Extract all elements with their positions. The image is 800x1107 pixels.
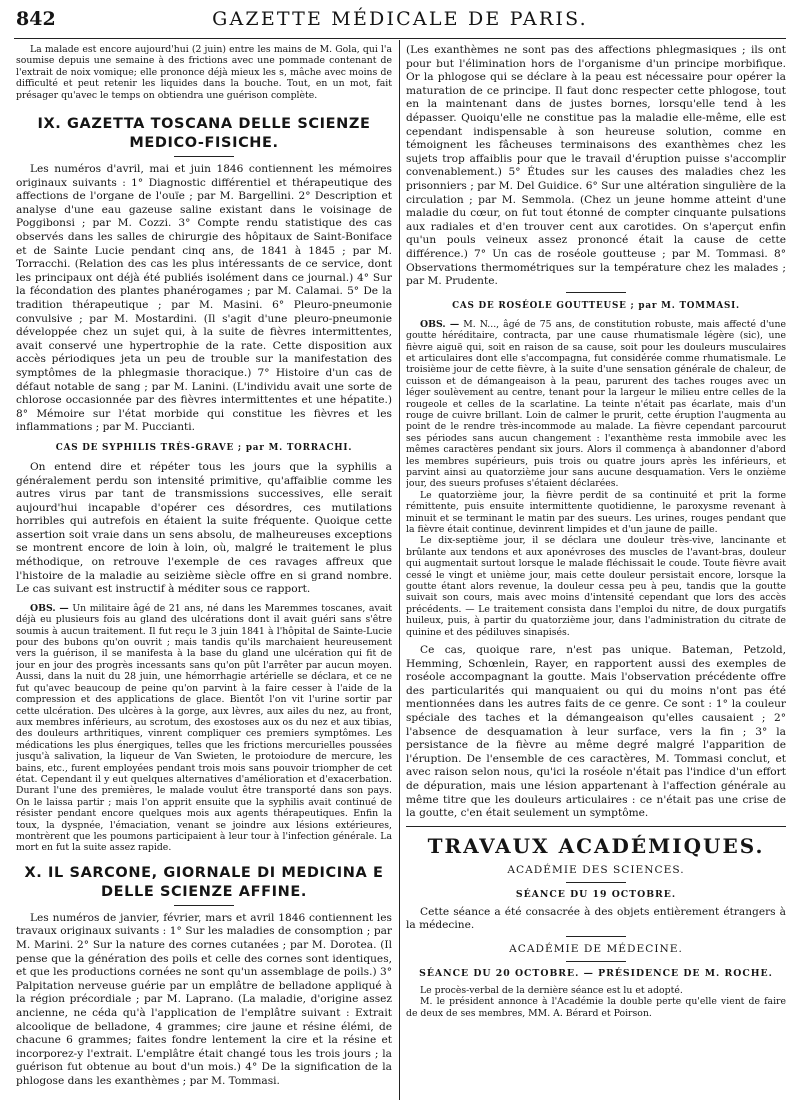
page-number: 842 [16, 8, 56, 30]
roseole-rule [566, 292, 626, 293]
newspaper-page [14, 0, 786, 1107]
section-x-title: X. IL SARCONE, GIORNALE DI MEDICINA E DELLE SCIENZE AFFINE. [24, 864, 384, 900]
syphilis-observation [16, 603, 392, 854]
page-header [14, 4, 786, 39]
seance-sciences: SÉANCE DU 19 OCTOBRE. [515, 888, 677, 900]
roseole-paragraph-2: Le quatorzième jour, la fièvre perdit de sa continuité et prit la forme rémittente, puis ensuite intermittente quotidienne, le paroxysme revenant à minuit et se terminant le matin par des sueurs. Les urines, rouges pendant que la fièvre était continue, devinrent limpides et d'un jaune de paille. [406, 489, 786, 535]
section-ix-rule [174, 156, 234, 157]
roseole-commentary: Ce cas, quoique rare, n'est pas unique. Bateman, Petzold, Hemming, Schœnlein, Rayer, en rapportent aussi des exemples de roséole accompagnant la goutte. Mais l'observation précédente offre des particularités qui manquaient ou qui du moins n'ont pas été mentionnées dans les autres faits de ce genre. Ce sont : 1° la couleur spéciale des taches et la démangeaison qu'elles causaient ; 2° l'absence de desquamation à leur surface, vers la fin ; 3° la persistance de la fièvre au même degré malgré l'apparition de l'éruption. De l'ensemble de ces caractères, M. Tommasi conclut, et avec raison selon nous, qu'ici la roséole n'était pas l'indice d'un effort de dépuration, mais une lésion appartenant à l'affection générale au même titre que les douleurs articulaires : ce n'était pas une crise de la goutte, c'en était seulement un symptôme. [406, 644, 786, 820]
right-column [406, 44, 786, 1019]
medecine-rule [566, 961, 626, 962]
medecine-paragraph-2: M. le président annonce à l'Académie la double perte qu'elle vient de faire de deux de ses membres, MM. A. Bérard et Poirson. [406, 996, 786, 1019]
roseole-case-heading: CAS DE ROSÉOLE GOUTTEUSE ; par M. TOMMASI. [452, 300, 740, 311]
section-x-continued: (Les exanthèmes ne sont pas des affections phlegmasiques ; ils ont pour but l'élimination hors de l'organisme d'un principe morbifique. Or la phlogose qui se déclare à la peau est nécessaire pour opérer la maturation de ce principe. Il faut donc respecter cette phlogose, tout en la maintenant dans de justes bornes, lorsqu'elle tend à les dépasser. Quoiqu'elle ne constitue pas la maladie elle-même, elle est cependant indispensable à son heureuse solution, comme en témoignent les fâcheuses terminaisons des exanthèmes chez les sujets trop affaiblis pour que le travail d'éruption puisse s'accomplir convenablement.) 5° Études sur les causes des maladies chez les prisonniers ; par M. Del Guidice. 6° Sur une altération singulière de la circulation ; par M. Semmola. (Chez un jeune homme atteint d'une maladie du cœur, on fut tout étonné de compter cinquante pulsations aux radiales et d'en trouver cent aux carotides. On s'aperçut enfin qu'un pouls veineux assez prononcé était la cause de cette différence.) 7° Un cas de roséole goutteuse ; par M. Tommasi. 8° Observations thermométriques sur la température chez les malades ; par M. Prudente. [406, 44, 786, 288]
medecine-rule-top [566, 936, 626, 937]
syphilis-case-intro: On entend dire et répéter tous les jours que la syphilis a généralement perdu son intensité primitive, qu'affaiblie comme les autres virus par tant de transmissions successives, elle serait aujourd'hui incapable d'opérer ces désordres, ces mutilations horribles qui autrefois en étaient la suite fréquente. Quoique cette assertion soit vraie dans un sens absolu, de malheureuses exceptions se montrent encore de loin à loin, où, malgré le traitement le plus méthodique, on retrouve l'exemple de ces ravages affreux que l'histoire de la maladie au seizième siècle offre en si grand nombre. Le cas suivant est instructif à méditer sous ce rapport. [16, 460, 392, 596]
travaux-title: TRAVAUX ACADÉMIQUES. [427, 833, 765, 858]
roseole-observation-text: M. N..., âgé de 75 ans, de constitution robuste, mais affecté d'une goutte héréditaire, contracta, par une cause rhumatismale légère (sic), une fièvre aiguë qui, soit en raison de sa cause, soit pour les douleurs musculaires et articulaires dont elle s'accompagna, fut considérée comme rhumatismale. Le troisième jour de cette fièvre, à la suite d'une sensation générale de chaleur, de cuisson et de démangeaison à la peau, parurent des taches rouges avec un léger soulèvement au centre, tenant pour la largeur le milieu entre celles de la rougeole et celles de la scarlatine. La teinte n'était pas écarlate, mais d'un rouge de cuivre brillant. Loin de calmer le prurit, cette éruption l'augmenta au point de le rendre très-incommode au malade. La fièvre cependant parcourut ses périodes sans aucun changement : l'exanthème resta immobile avec les mêmes caractères pendant six jours. Alors il commença à abandonner d'abord les membres supérieurs, puis trois ou quatre jours après les inférieurs, et parvint ainsi au quatorzième jour sans aucune desquamation. Vers le onzième jour, des sueurs profuses s'étaient déclarées. [406, 318, 786, 490]
roseole-observation [406, 319, 786, 490]
section-x-body: Les numéros de janvier, février, mars et avril 1846 contiennent les travaux originaux suivants : 1° Sur les maladies de consomption ; par M. Marini. 2° Sur la nature des cornes cutanées ; par M. Dorotea. (Il pense que la génération des poils et celle des cornes sont identiques, et que les productions cornées ne sont qu'un assemblage de poils.) 3° Palpitation nerveuse guérie par un emplâtre de belladone appliqué à la région précordiale ; par M. Laprano. (La maladie, d'origine assez ancienne, ne céda qu'à l'application de l'emplâtre suivant : Extrait alcoolique de belladone, 4 grammes; cire jaune et résine élémi, de chacune 6 grammes; faites fondre lentement la cire et la résine et incorporez-y l'extrait. L'emplâtre était changé tous les trois jours ; la guérison fut obtenue au bout d'un mois.) 4° De la signification de la phlogose dans les exanthèmes ; par M. Tommasi. [16, 911, 392, 1087]
obs-label: OBS. — [30, 602, 69, 614]
left-column [16, 44, 392, 1089]
section-x-rule [174, 905, 234, 906]
travaux-rule [406, 826, 786, 827]
academie-medecine-heading: ACADÉMIE DE MÉDECINE. [509, 942, 683, 955]
section-ix-title: IX. GAZETTA TOSCANA DELLE SCIENZE MEDICO-FISICHE. [37, 116, 371, 152]
seance-medecine: SÉANCE DU 20 OCTOBRE. — PRÉSIDENCE DE M. ROCHE. [419, 967, 773, 979]
sciences-body: Cette séance a été consacrée à des objets entièrement étrangers à la médecine. [406, 905, 786, 932]
sciences-rule [566, 882, 626, 883]
academie-sciences-heading: ACADÉMIE DES SCIENCES. [507, 863, 685, 876]
section-ix-body: Les numéros d'avril, mai et juin 1846 contiennent les mémoires originaux suivants : 1° Diagnostic différentiel et thérapeutique des affections de l'organe de l'ouïe ; par M. Bargellini. 2° Description et analyse d'une eau gazeuse saline existant dans le voisinage de Poggibonsi ; par M. Cozzi. 3° Compte rendu statistique des cas observés dans les salles de chirurgie des hôpitaux de Saint-Boniface et de Sainte Lucie pendant cinq ans, de 1841 à 1845 ; par M. Torracchi. (Relation des cas les plus intéressants de ce service, dont les principaux ont déjà été publiés isolément dans ce journal.) 4° Sur la fécondation des plantes phanérogames ; par M. Calamai. 5° De la tradition thérapeutique ; par M. Masini. 6° Pleuro-pneumonie convulsive ; par M. Mostardini. (Il s'agit d'une pleuro-pneumonie développée chez un sujet qui, à la suite de fièvres intermittentes, avait conservé une hypertrophie de la rate. Cette disposition aux accès périodiques jeta un peu de trouble sur la manifestation des symptômes de la phlegmasie thoracique.) 7° Histoire d'un cas de défaut notable de sang ; par M. Lanini. (L'individu avait une sorte de chlorose occasionnée par des fièvres intermittentes et une hépatite.) 8° Mémoire sur l'état morbide qui constitue les fièvres et les inflammations ; par M. Puccianti. [16, 163, 392, 434]
intro-paragraph: La malade est encore aujourd'hui (2 juin) entre les mains de M. Gola, qui l'a soumise depuis une semaine à des frictions avec une pommade contenant de l'extrait de noix vomique; elle prononce déjà mieux les s, mâche avec moins de difficulté et peut retenir les liquides dans la bouche. Tout, en un mot, fait présager qu'avec le temps on obtiendra une guérison complète. [16, 44, 392, 101]
roseole-paragraph-3: Le dix-septième jour, il se déclara une douleur très-vive, lancinante et brûlante aux tendons et aux aponévroses des muscles de l'avant-bras, douleur qui augmentait surtout lorsque le malade fléchissait le coude. Toute fièvre avait cessé le vingt et unième jour, mais cette douleur persistait encore, lorsque la goutte étant alors revenue, la douleur cessa peu à peu, tandis que la goutte suivait son cours, mais avec moins d'intensité cependant que lors des accès précédents. — Le traitement consista dans l'emploi du nitre, de doux purgatifs huileux, puis, à partir du quatorzième jour, dans l'administration du citrate de quinine et des pédiluves sinapisés. [406, 535, 786, 638]
obs-label: OBS. — [420, 318, 460, 330]
syphilis-observation-text: Un militaire âgé de 21 ans, né dans les Maremmes toscanes, avait déjà eu plusieurs fois au gland des ulcérations dont il avait guéri sans s'être soumis à aucun traitement. Il fut reçu le 3 juin 1841 à l'hôpital de Sainte-Lucie pour des bubons qu'on ouvrit ; mais tandis qu'ils marchaient heureusement vers la guérison, il se manifesta à la base du gland une ulcération qui fit de jour en jour des progrès incessants sans qu'on pût l'arrêter par aucun moyen. Aussi, dans la nuit du 28 juin, une hémorrhagie artérielle se déclara, et ce ne fut qu'avec beaucoup de peine qu'on parvint à la faire cesser à l'aide de la compression et des applications de glace. Bientôt l'on vit l'urine sortir par cette ulcération. Des ulcères à la gorge, aux lèvres, aux ailes du nez, au front, aux membres inférieurs, au scrotum, des exostoses aux os du nez et aux tibias, des douleurs arthritiques, vinrent compliquer ces premiers symptômes. Les médications les plus énergiques, telles que les frictions mercurielles poussées jusqu'à salivation, la liqueur de Van Swieten, le protoiodure de mercure, les bains, etc., furent employées pendant trois mois sans pouvoir triompher de cet état. Cependant il y eut quelques alternatives d'amélioration et d'exacerbation. Durant l'une des premières, le malade voulut être transporté dans son pays. On le laissa partir ; mais l'on apprit ensuite que la syphilis avait continué de résister pendant encore quelques mois aux agents thérapeutiques. Enfin la toux, la dyspnée, l'émaciation, venant se joindre aux lésions extérieures, montrèrent que les poumons participaient à leur tour à l'infection générale. La mort en fut la suite assez rapide. [16, 602, 392, 854]
journal-title: GAZETTE MÉDICALE DE PARIS. [212, 8, 588, 30]
column-divider [399, 40, 400, 1100]
medecine-paragraph-1: Le procès-verbal de la dernière séance est lu et adopté. [420, 984, 683, 996]
syphilis-case-heading: CAS DE SYPHILIS TRÈS-GRAVE ; par M. TORRACHI. [55, 442, 353, 453]
